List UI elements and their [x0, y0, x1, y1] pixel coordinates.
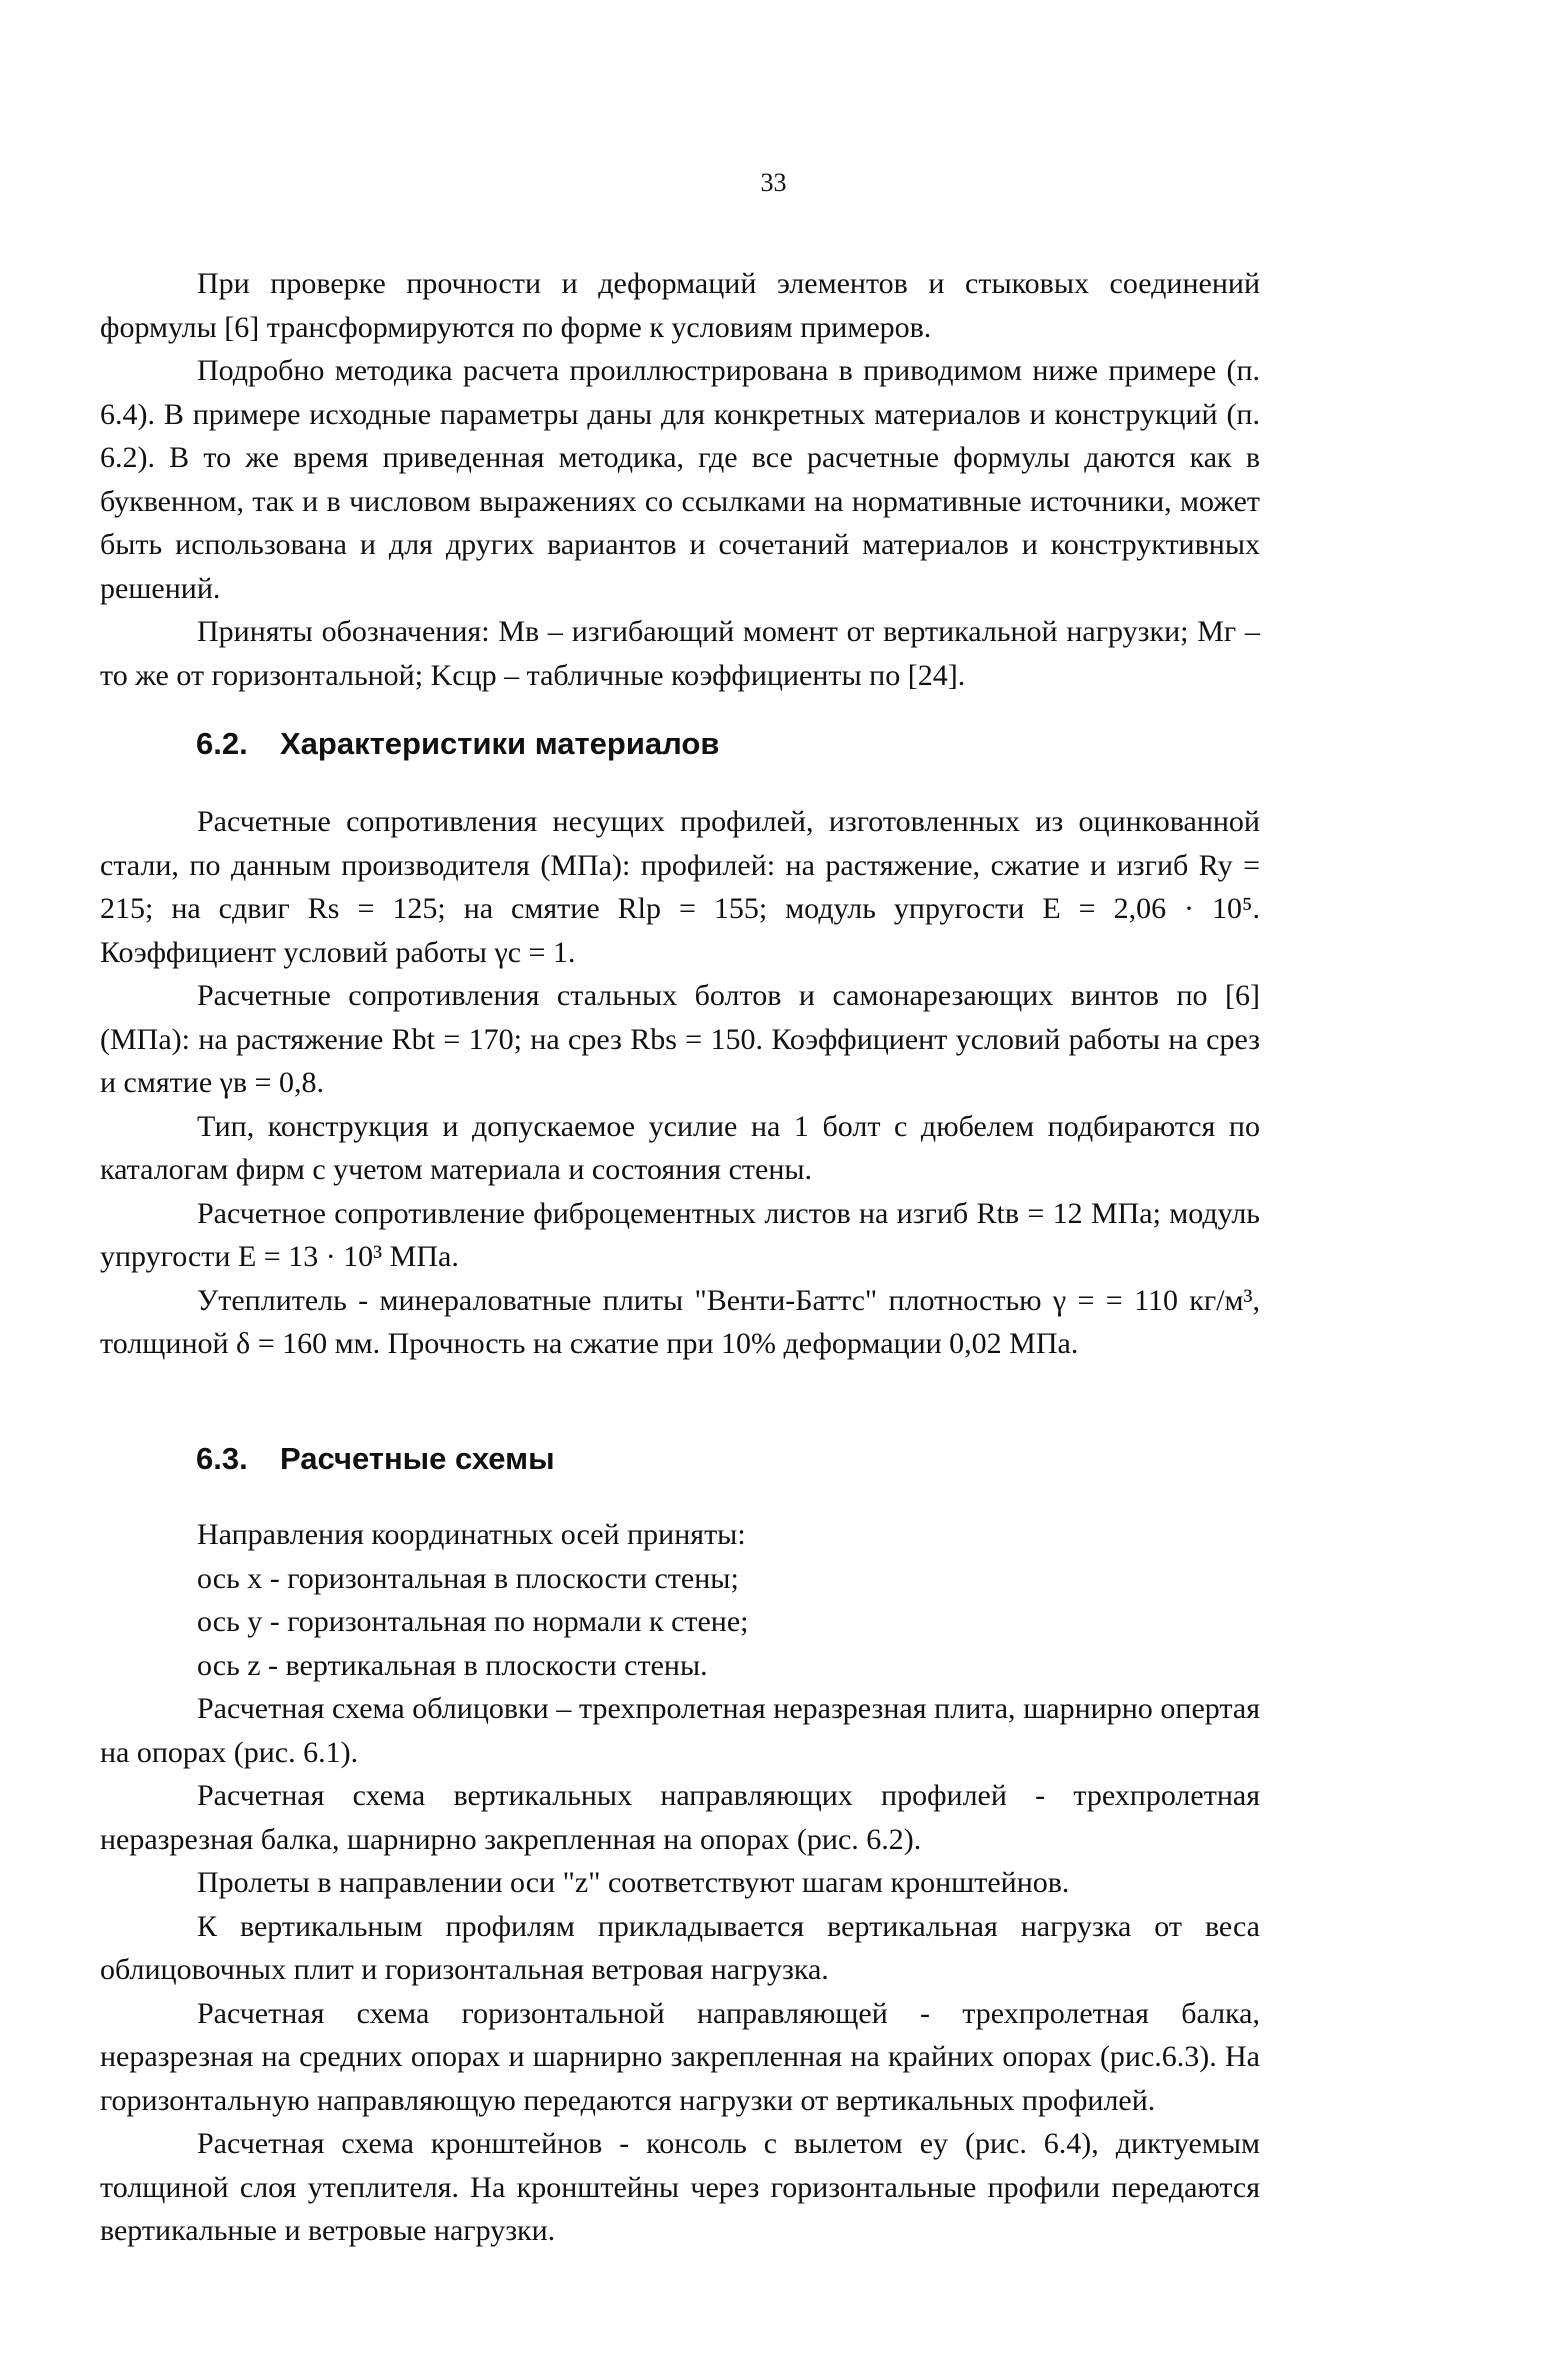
axis-item: ось x - горизонтальная в плоскости стены; — [197, 1561, 739, 1595]
page-number: 33 — [760, 168, 787, 197]
paragraph: Приняты обозначения: Mв – изгибающий момент от вертикальной нагрузки; Mг – то же от горизонтальной; Kсцр – табличные коэффициенты по [24]. — [100, 615, 1260, 692]
axis-item: ось y - горизонтальная по нормали к стене; — [197, 1605, 749, 1638]
paragraph: Расчетные сопротивления стальных болтов и самонарезающих винтов по [6] (МПа): на растяжение Rbt = 170; на срез Rbs = 150. Коэффициент условий работы на срез и смятие γв = 0,8. — [100, 979, 1260, 1099]
paragraph: Подробно методика расчета проиллюстрирована в приводимом ниже примере (п. 6.4). В примере исходные параметры даны для конкретных материалов и конструкций (п. 6.2). В то же время приведенная методика, где все расчетные формулы даются как в буквенном, так и в числовом выражениях со ссылками на нормативные источники, может быть использована и для других вариантов и сочетаний материалов и конструктивных решений. — [100, 354, 1260, 605]
paragraph: Расчетная схема кронштейнов - консоль с вылетом ey (рис. 6.4), диктуемым толщиной слоя утеплителя. На кронштейны через горизонтальные профили передаются вертикальные и ветровые нагрузки. — [100, 2127, 1260, 2247]
paragraph: При проверке прочности и деформаций элементов и стыковых соединений формулы [6] трансформируются по форме к условиям примеров. — [100, 267, 1260, 344]
axis-item: ось z - вертикальная в плоскости стены. — [197, 1648, 708, 1682]
paragraph: Расчетные сопротивления несущих профилей, изготовленных из оцинкованной стали, по данным производителя (МПа): профилей: на растяжение, сжатие и изгиб Ry = 215; на сдвиг Rs = 125; на смятие Rlp = 155; модуль упругости E = 2,06 · 10⁵. Коэффициент условий работы γc = 1. — [100, 805, 1260, 969]
axes-intro: Направления координатных осей приняты: — [197, 1518, 746, 1551]
section-number: 6.2. — [196, 726, 248, 761]
paragraph: Расчетная схема облицовки – трехпролетная неразрезная плита, шарнирно опертая на опорах (рис. 6.1). — [100, 1692, 1260, 1769]
paragraph: Утеплитель - минераловатные плиты "Венти-Баттс" плотностью γ = = 110 кг/м³, толщиной δ = 160 мм. Прочность на сжатие при 10% деформации 0,02 МПа. — [100, 1283, 1260, 1360]
intro-section — [100, 262, 1260, 697]
section-heading-6-3 — [196, 1441, 555, 1477]
paragraph: К вертикальным профилям прикладывается вертикальная нагрузка от веса облицовочных плит и горизонтальная ветровая нагрузка. — [100, 1909, 1260, 1986]
paragraph: Пролеты в направлении оси "z" соответствуют шагам кронштейнов. — [197, 1866, 1070, 1899]
paragraph: Расчетная схема горизонтальной направляющей - трехпролетная балка, неразрезная на средних опорах и шарнирно закрепленная на крайних опорах (рис.6.3). На горизонтальную направляющую передаются нагрузки от вертикальных профилей. — [100, 1996, 1260, 2117]
materials-section — [100, 800, 1260, 1366]
paragraph: Тип, конструкция и допускаемое усилие на 1 болт с дюбелем подбираются по каталогам фирм с учетом материала и состояния стены. — [100, 1109, 1260, 1186]
section-number: 6.3. — [196, 1441, 248, 1476]
schemes-section — [100, 1513, 1260, 2253]
section-title: Характеристики материалов — [280, 726, 720, 761]
paragraph: Расчетное сопротивление фиброцементных листов на изгиб Rtв = 12 МПа; модуль упругости E = 13 · 10³ МПа. — [100, 1196, 1260, 1273]
paragraph: Расчетная схема вертикальных направляющих профилей - трехпролетная неразрезная балка, шарнирно закрепленная на опорах (рис. 6.2). — [100, 1779, 1260, 1856]
section-title: Расчетные схемы — [280, 1441, 555, 1476]
section-heading-6-2 — [196, 726, 719, 762]
